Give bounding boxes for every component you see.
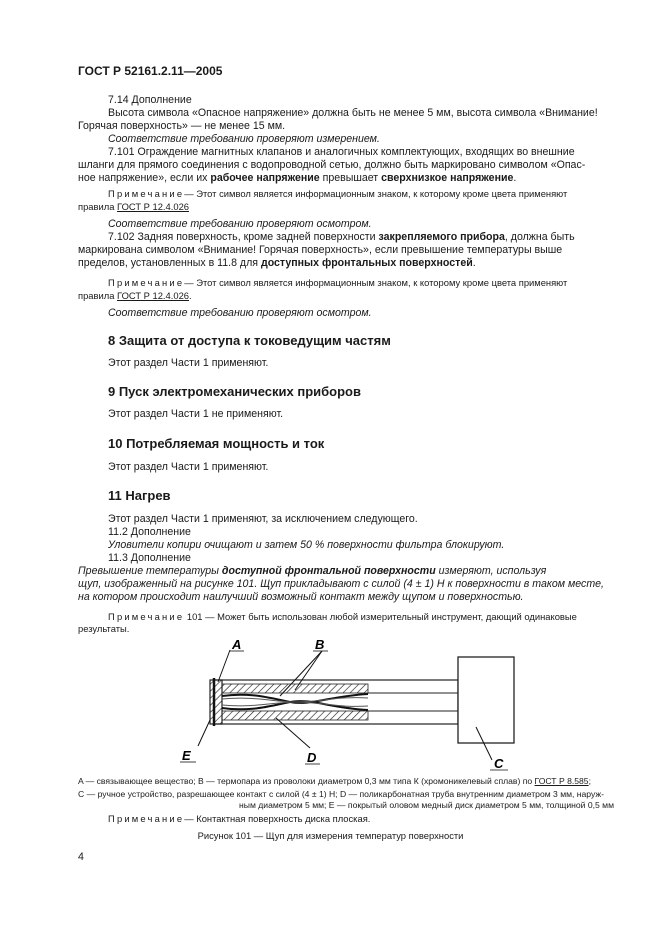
figure-label-b: B bbox=[315, 637, 325, 652]
note-7-102-line2 bbox=[78, 290, 192, 302]
section-8-heading: 8 Защита от доступа к токоведущим частям bbox=[108, 333, 391, 348]
note-label: Примечание bbox=[108, 277, 185, 288]
reference-link[interactable]: ГОСТ Р 12.4.026 bbox=[117, 201, 189, 212]
term-accessible-front-surfaces: доступных фронтальных поверхностей bbox=[260, 257, 473, 269]
term-accessible-front-surface: доступной фронтальной поверхности bbox=[221, 565, 436, 577]
text-run: пределов, установленных в 11.8 для bbox=[78, 257, 261, 269]
section-9-text: Этот раздел Части 1 не применяют. bbox=[108, 408, 284, 420]
section-8-text: Этот раздел Части 1 применяют. bbox=[108, 357, 269, 369]
reference-link[interactable]: ГОСТ Р 12.4.026 bbox=[117, 290, 189, 301]
term-working-voltage: рабочее напряжение bbox=[210, 172, 320, 184]
clause-11-3-line2: щуп, изображенный на рисунке 101. Щуп прикладывают с силой (4 ± 1) Н к поверхности в таком месте, bbox=[78, 578, 604, 590]
text-run: измеряют, используя bbox=[435, 565, 547, 577]
tube-upper-wall bbox=[222, 684, 368, 693]
note-101-line2: результаты. bbox=[78, 623, 130, 634]
text-run: правила bbox=[78, 290, 118, 301]
clause-7-102-line1 bbox=[108, 231, 575, 244]
text-run: правила bbox=[78, 201, 118, 212]
reference-link[interactable]: ГОСТ Р 8.585 bbox=[534, 776, 589, 786]
note-label: Примечание bbox=[108, 813, 185, 824]
clause-7-101-check: Соответствие требованию проверяют осмотром. bbox=[108, 218, 372, 230]
clause-11-2-text: Уловители копири очищают и затем 50 % поверхности фильтра блокируют. bbox=[108, 539, 505, 551]
clause-7-14-title: 7.14 Дополнение bbox=[108, 94, 192, 106]
text-run: превышает bbox=[319, 172, 382, 184]
section-11-heading: 11 Нагрев bbox=[108, 488, 171, 503]
clause-11-3-line3: на котором происходит наилучший возможный контакт между щупом и поверхностью. bbox=[78, 591, 524, 603]
clause-7-102-check: Соответствие требованию проверяют осмотром. bbox=[108, 307, 372, 319]
clause-7-14-check: Соответствие требованию проверяют измерением. bbox=[108, 133, 380, 145]
note-text: — Этот символ является информационным знаком, к которому кроме цвета применяют bbox=[184, 188, 568, 199]
clause-7-102-line2: маркирована символом «Внимание! Горячая поверхность», если превышение температуры выше bbox=[78, 244, 563, 256]
figure-caption: Рисунок 101 — Щуп для измерения температур поверхности bbox=[197, 830, 464, 841]
text-run: . bbox=[513, 172, 517, 184]
note-101-line1 bbox=[108, 611, 577, 623]
clause-11-3-line1 bbox=[78, 565, 546, 578]
section-10-text: Этот раздел Части 1 применяют. bbox=[108, 461, 269, 473]
note-label: Примечание bbox=[108, 611, 185, 622]
note-text: 101 — Может быть использован любой измерительный инструмент, дающий одинаковые bbox=[186, 611, 577, 622]
probe-figure bbox=[170, 632, 550, 774]
clause-7-101-line2: шланги для прямого соединения с водопроводной сетью, должно быть маркировано символом «Опас- bbox=[78, 159, 586, 171]
note-text: — Контактная поверхность диска плоская. bbox=[184, 813, 371, 824]
legend-text: ; bbox=[588, 776, 591, 786]
tube-lower-wall bbox=[222, 711, 368, 720]
note-7-101-line1 bbox=[108, 188, 567, 200]
handle-device bbox=[458, 657, 514, 743]
section-9-heading: 9 Пуск электромеханических приборов bbox=[108, 384, 361, 399]
legend-line1 bbox=[78, 776, 591, 787]
term-extra-low-voltage: сверхнизкое напряжение bbox=[381, 172, 514, 184]
clause-7-101-line3 bbox=[78, 172, 516, 185]
note-text: — Этот символ является информационным знаком, к которому кроме цвета применяют bbox=[184, 277, 568, 288]
document-header: ГОСТ Р 52161.2.11—2005 bbox=[78, 64, 223, 78]
figure-label-d: D bbox=[307, 750, 317, 765]
legend-line2: C — ручное устройство, разрешающее контакт с силой (4 ± 1) Н; D — поликарбонатная труба внутренним диаметром 3 мм, наруж- bbox=[78, 789, 604, 799]
clause-11-3-title: 11.3 Дополнение bbox=[108, 552, 191, 564]
clause-7-14-line1: Высота символа «Опасное напряжение» должна быть не менее 5 мм, высота символа «Внимание! bbox=[108, 107, 598, 119]
legend-line3: ным диаметром 5 мм; E — покрытый оловом медный диск диаметром 5 мм, толщиной 0,5 мм bbox=[239, 800, 614, 810]
clause-7-101-line1: 7.101 Ограждение магнитных клапанов и аналогичных комплектующих, входящих во внешние bbox=[108, 146, 575, 158]
note-label: Примечание bbox=[108, 188, 185, 199]
figure-label-c: C bbox=[494, 756, 504, 771]
section-11-text: Этот раздел Части 1 применяют, за исключением следующего. bbox=[108, 513, 418, 525]
text-run: , должна быть bbox=[504, 231, 575, 243]
figure-label-e: E bbox=[182, 748, 191, 763]
note-7-102-line1 bbox=[108, 277, 567, 289]
text-run: 7.102 Задняя поверхность, кроме задней поверхности bbox=[108, 231, 379, 243]
page-number: 4 bbox=[78, 851, 84, 863]
clause-7-102-line3 bbox=[78, 257, 476, 270]
text-run: Превышение температуры bbox=[78, 565, 222, 577]
text-run: . bbox=[189, 290, 192, 301]
copper-disc bbox=[210, 680, 222, 724]
text-run: ное напряжение», если их bbox=[78, 172, 211, 184]
note-7-101-line2 bbox=[78, 201, 189, 213]
figure-label-a: A bbox=[232, 637, 242, 652]
text-run: . bbox=[472, 257, 476, 269]
clause-7-14-line2: Горячая поверхность» — не менее 15 мм. bbox=[78, 120, 286, 132]
term-fixed-appliance: закрепляемого прибора bbox=[378, 231, 505, 243]
legend-text: A — связывающее вещество; B — термопара из проволоки диаметром 0,3 мм типа К (хромоникелевый сплав) по bbox=[78, 776, 535, 786]
clause-11-2-title: 11.2 Дополнение bbox=[108, 526, 191, 538]
figure-note bbox=[108, 813, 370, 825]
section-10-heading: 10 Потребляемая мощность и ток bbox=[108, 436, 325, 451]
